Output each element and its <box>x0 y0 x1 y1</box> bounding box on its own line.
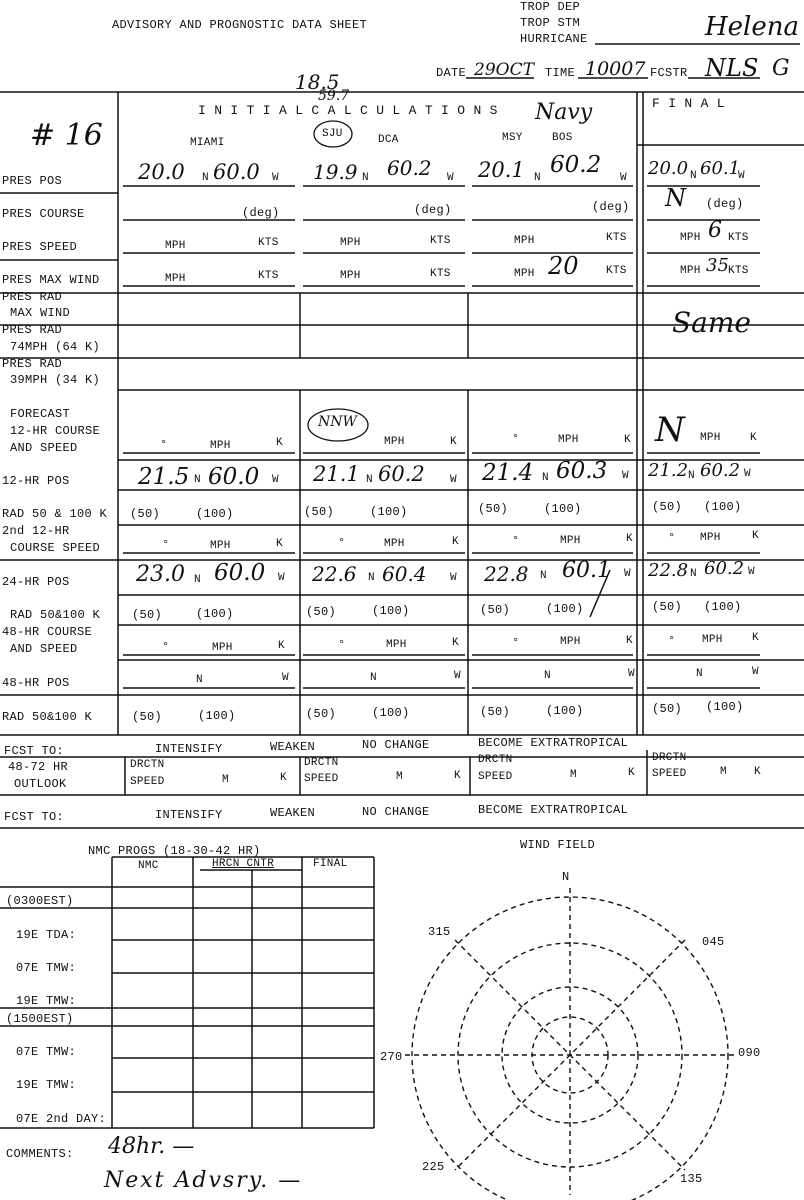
pos24-lat-final: 22.8 <box>648 560 689 581</box>
row-rad24: RAD 50&100 K <box>10 608 101 622</box>
initial-calculations-header: I N I T I A L C A L C U L A T I O N S <box>198 103 498 118</box>
row-c2nd-1: 2nd 12-HR <box>2 524 70 538</box>
n-unit: N <box>696 668 703 680</box>
n-unit: N <box>194 574 201 586</box>
rad50: (50) <box>480 705 511 719</box>
rad100: (100) <box>706 700 744 714</box>
rad100: (100) <box>196 607 234 621</box>
w-unit: W <box>738 170 745 182</box>
n-unit: N <box>194 474 201 486</box>
wind-label-315: 315 <box>428 925 451 939</box>
mph-unit: MPH <box>560 636 581 648</box>
kts-unit: KTS <box>606 265 627 277</box>
k-unit: K <box>626 635 633 647</box>
k-unit: K <box>452 637 459 649</box>
rad50: (50) <box>132 608 163 622</box>
hurricane-name: Helena <box>705 12 800 42</box>
k-unit: K <box>280 772 287 784</box>
mph-unit: MPH <box>384 538 405 550</box>
weaken-option: WEAKEN <box>270 740 316 754</box>
k-unit: K <box>276 437 283 449</box>
mph-unit: MPH <box>560 535 581 547</box>
rad100: (100) <box>704 600 742 614</box>
note-mid: 59.7 <box>318 88 350 104</box>
col-navy: Navy <box>535 100 593 125</box>
form-title: ADVISORY AND PROGNOSTIC DATA SHEET <box>112 18 368 32</box>
mph-unit: MPH <box>702 634 723 646</box>
time-label: TIME <box>545 66 576 80</box>
row-fc12-1: FORECAST <box>10 407 71 421</box>
pos24-lat-sju: 22.6 <box>312 562 357 586</box>
maxwind-final: 35 <box>706 255 729 276</box>
col-msy: MSY <box>502 132 523 144</box>
k-unit: K <box>452 536 459 548</box>
rad50: (50) <box>652 500 683 514</box>
pres-lat-miami: 20.0 <box>138 160 185 184</box>
outlook-label-2: OUTLOOK <box>14 777 67 791</box>
time-value: 10007 <box>585 58 646 80</box>
pres-lon-navy: 60.2 <box>550 152 602 178</box>
pos24-lat-miami: 23.0 <box>136 562 185 587</box>
nmc-row-0300est: (0300EST) <box>6 894 74 908</box>
w-unit: W <box>272 172 279 184</box>
speed-final: 6 <box>708 218 722 243</box>
rad100: (100) <box>544 502 582 516</box>
k-unit: K <box>624 434 631 446</box>
col-dca: DCA <box>378 134 399 146</box>
rad50: (50) <box>480 603 511 617</box>
pos24-lon-final: 60.2 <box>704 558 745 579</box>
k-unit: K <box>628 767 635 779</box>
deg-symbol: ° <box>668 531 676 545</box>
rad50: (50) <box>652 702 683 716</box>
fcst-to-label: FCST TO: <box>4 744 65 758</box>
row-fc12-2: 12-HR COURSE <box>10 424 101 438</box>
k-unit: K <box>450 436 457 448</box>
deg-symbol: ° <box>338 638 346 652</box>
fcstr-extra: G <box>772 56 790 81</box>
wind-label-225: 225 <box>422 1160 445 1174</box>
kts-unit: KTS <box>606 232 627 244</box>
fcstr-value: NLS <box>705 54 759 82</box>
col-bos: BOS <box>552 132 573 144</box>
row-pres-rad-1: PRES RAD <box>2 290 63 304</box>
drctn-label: DRCTN <box>652 752 687 764</box>
row-pos24: 24-HR POS <box>2 575 70 589</box>
course-final: N <box>665 184 686 212</box>
k-unit: K <box>752 632 759 644</box>
w-unit: W <box>272 474 279 486</box>
row-c2nd-2: COURSE SPEED <box>10 541 101 555</box>
n-unit: N <box>690 568 697 580</box>
n-unit: N <box>202 172 209 184</box>
hurricane-label: HURRICANE <box>520 32 588 46</box>
col-final: FINAL <box>313 858 348 870</box>
pos12-lat-sju: 21.1 <box>313 462 360 486</box>
mph-unit: MPH <box>212 642 233 654</box>
row-pres-pos: PRES POS <box>2 174 63 188</box>
trop-stm-label: TROP STM <box>520 16 581 30</box>
rad50: (50) <box>306 605 337 619</box>
no-change-option-2: NO CHANGE <box>362 805 430 819</box>
deg-symbol: ° <box>160 438 168 452</box>
kts-unit: KTS <box>258 270 279 282</box>
no-change-option: NO CHANGE <box>362 738 430 752</box>
fcstr-label: FCSTR <box>650 66 688 80</box>
n-unit: N <box>688 470 695 482</box>
mph-unit: MPH <box>384 436 405 448</box>
w-unit: W <box>450 572 457 584</box>
pres-lat-sju: 19.9 <box>313 160 358 184</box>
n-unit: N <box>542 472 549 484</box>
w-unit: W <box>622 470 629 482</box>
w-unit: W <box>624 568 631 580</box>
note-top: 18.5 <box>295 70 340 94</box>
maxwind-navy: 20 <box>548 252 579 280</box>
row-rad12: RAD 50 & 100 K <box>2 507 108 521</box>
rad50: (50) <box>652 600 683 614</box>
w-unit: W <box>628 668 635 680</box>
fc12-final: N <box>655 410 685 450</box>
deg-unit: (deg) <box>414 203 452 217</box>
deg-symbol: ° <box>668 634 676 648</box>
n-unit: N <box>534 172 541 184</box>
trop-dep-label: TROP DEP <box>520 0 581 14</box>
mph-unit: MPH <box>514 235 535 247</box>
mph-unit: MPH <box>700 432 721 444</box>
w-unit: W <box>748 566 755 578</box>
w-unit: W <box>744 468 751 480</box>
w-unit: W <box>447 172 454 184</box>
deg-unit: (deg) <box>242 206 280 220</box>
w-unit: W <box>454 670 461 682</box>
w-unit: W <box>278 572 285 584</box>
nmc-row-07e-2nd-day: 07E 2nd DAY: <box>16 1112 107 1126</box>
deg-symbol: ° <box>512 534 520 548</box>
mph-unit: MPH <box>680 232 701 244</box>
wind-label-045: 045 <box>702 935 725 949</box>
mph-unit: MPH <box>514 268 535 280</box>
col-miami: MIAMI <box>190 137 225 149</box>
rad100: (100) <box>372 706 410 720</box>
row-rad74-2: 74MPH (64 K) <box>10 340 101 354</box>
become-extratropical-option: BECOME EXTRATROPICAL <box>478 736 629 750</box>
n-unit: N <box>370 672 377 684</box>
pos24-lon-miami: 60.0 <box>214 560 266 586</box>
m-unit: M <box>222 774 229 786</box>
m-unit: M <box>396 771 403 783</box>
speed-label: SPEED <box>652 768 687 780</box>
rad50: (50) <box>478 502 509 516</box>
n-unit: N <box>362 172 369 184</box>
kts-unit: KTS <box>430 268 451 280</box>
pres-lon-sju: 60.2 <box>387 156 432 180</box>
row-pos48: 48-HR POS <box>2 676 70 690</box>
m-unit: M <box>720 766 727 778</box>
n-unit: N <box>544 670 551 682</box>
rad50: (50) <box>306 707 337 721</box>
row-pres-speed: PRES SPEED <box>2 240 78 254</box>
nmc-row-1500est: (1500EST) <box>6 1012 74 1026</box>
mph-unit: MPH <box>340 270 361 282</box>
row-rad39-2: 39MPH (34 K) <box>10 373 101 387</box>
rad50: (50) <box>132 710 163 724</box>
k-unit: K <box>276 538 283 550</box>
fcst-to-label-2: FCST TO: <box>4 810 65 824</box>
rad50: (50) <box>304 505 335 519</box>
mph-unit: MPH <box>165 240 186 252</box>
w-unit: W <box>620 172 627 184</box>
comment-line-1: 48hr. — <box>108 1134 195 1159</box>
pos12-lon-miami: 60.0 <box>208 464 260 490</box>
row-rad74-1: PRES RAD <box>2 323 63 337</box>
col-nmc: NMC <box>138 860 159 872</box>
wind-label-090: 090 <box>738 1046 761 1060</box>
n-unit: N <box>690 170 697 182</box>
row-fc12-3: AND SPEED <box>10 441 78 455</box>
pos12-lat-final: 21.2 <box>648 460 689 481</box>
pres-lat-final: 20.0 <box>648 158 689 179</box>
rad100: (100) <box>546 602 584 616</box>
pos12-lat-miami: 21.5 <box>138 464 190 490</box>
pos12-lon-sju: 60.2 <box>378 462 425 486</box>
row-pos12: 12-HR POS <box>2 474 70 488</box>
w-unit: W <box>282 672 289 684</box>
rad100: (100) <box>198 709 236 723</box>
pres-lon-final: 60.1 <box>700 158 741 179</box>
pos24-lon-navy: 60.1 <box>562 558 611 583</box>
w-unit: W <box>450 474 457 486</box>
rad100: (100) <box>372 604 410 618</box>
drctn-label: DRCTN <box>304 757 339 769</box>
pos12-lon-navy: 60.3 <box>556 458 608 484</box>
kts-unit: KTS <box>258 237 279 249</box>
mph-unit: MPH <box>386 639 407 651</box>
mph-unit: MPH <box>210 440 231 452</box>
pos24-lon-sju: 60.4 <box>382 562 427 586</box>
col-sju: SJU <box>322 128 343 140</box>
n-unit: N <box>368 572 375 584</box>
deg-symbol: ° <box>162 538 170 552</box>
mph-unit: MPH <box>680 265 701 277</box>
row-pres-rad-2: MAX WIND <box>10 306 71 320</box>
wind-field-title: WIND FIELD <box>520 838 596 852</box>
intensify-option-2: INTENSIFY <box>155 808 223 822</box>
mph-unit: MPH <box>340 237 361 249</box>
mph-unit: MPH <box>558 434 579 446</box>
pres-lon-miami: 60.0 <box>213 160 260 184</box>
pos12-lat-navy: 21.4 <box>482 460 534 486</box>
deg-symbol: ° <box>162 640 170 654</box>
deg-symbol: ° <box>512 432 520 446</box>
row-rad39-1: PRES RAD <box>2 357 63 371</box>
rad-same: Same <box>672 306 751 339</box>
kts-unit: KTS <box>728 232 749 244</box>
speed-label: SPEED <box>478 771 513 783</box>
k-unit: K <box>750 432 757 444</box>
n-unit: N <box>196 674 203 686</box>
deg-symbol: ° <box>512 636 520 650</box>
row-c48-1: 48-HR COURSE <box>2 625 93 639</box>
nmc-row-07e-tmw: 07E TMW: <box>16 961 77 975</box>
row-pres-course: PRES COURSE <box>2 207 85 221</box>
fc12-sju: NNW <box>318 414 357 430</box>
w-unit: W <box>752 666 759 678</box>
comment-line-2: Next Advsry. — <box>104 1168 303 1193</box>
k-unit: K <box>754 766 761 778</box>
m-unit: M <box>570 769 577 781</box>
pres-lat-navy: 20.1 <box>478 158 525 182</box>
mph-unit: MPH <box>210 540 231 552</box>
nmc-progs-title: NMC PROGS (18-30-42 HR) <box>88 844 261 858</box>
mph-unit: MPH <box>700 532 721 544</box>
n-unit: N <box>366 474 373 486</box>
drctn-label: DRCTN <box>130 759 165 771</box>
kts-unit: KTS <box>728 265 749 277</box>
wind-label-n: N <box>562 870 570 884</box>
date-value: 29OCT <box>474 60 534 80</box>
n-unit: N <box>540 570 547 582</box>
deg-unit: (deg) <box>592 200 630 214</box>
final-header: F I N A L <box>652 96 725 111</box>
kts-unit: KTS <box>430 235 451 247</box>
become-extratropical-option-2: BECOME EXTRATROPICAL <box>478 803 629 817</box>
speed-label: SPEED <box>304 773 339 785</box>
deg-symbol: ° <box>338 536 346 550</box>
nmc-row-19e-tmw: 19E TMW: <box>16 994 77 1008</box>
k-unit: K <box>626 533 633 545</box>
nmc-row-19e-tmw-2: 19E TMW: <box>16 1078 77 1092</box>
pos12-lon-final: 60.2 <box>700 460 741 481</box>
k-unit: K <box>454 770 461 782</box>
comments-label: COMMENTS: <box>6 1147 74 1161</box>
col-hrcn-cntr: HRCN CNTR <box>212 858 275 870</box>
rad100: (100) <box>704 500 742 514</box>
rad100: (100) <box>196 507 234 521</box>
row-rad48: RAD 50&100 K <box>2 710 93 724</box>
rad100: (100) <box>370 505 408 519</box>
row-c48-2: AND SPEED <box>10 642 78 656</box>
deg-unit: (deg) <box>706 197 744 211</box>
outlook-label-1: 48-72 HR <box>8 760 69 774</box>
wind-label-135: 135 <box>680 1172 703 1186</box>
rad50: (50) <box>130 507 161 521</box>
k-unit: K <box>278 640 285 652</box>
row-pres-max-wind: PRES MAX WIND <box>2 273 100 287</box>
advisory-number: # 16 <box>30 118 103 153</box>
k-unit: K <box>752 530 759 542</box>
drctn-label: DRCTN <box>478 754 513 766</box>
mph-unit: MPH <box>165 273 186 285</box>
date-label: DATE <box>436 66 467 80</box>
nmc-row-19e-tda: 19E TDA: <box>16 928 77 942</box>
nmc-row-07e-tmw-2: 07E TMW: <box>16 1045 77 1059</box>
pos24-lat-navy: 22.8 <box>484 562 529 586</box>
rad100: (100) <box>546 704 584 718</box>
wind-label-270: 270 <box>380 1050 403 1064</box>
intensify-option: INTENSIFY <box>155 742 223 756</box>
speed-label: SPEED <box>130 776 165 788</box>
weaken-option-2: WEAKEN <box>270 806 316 820</box>
